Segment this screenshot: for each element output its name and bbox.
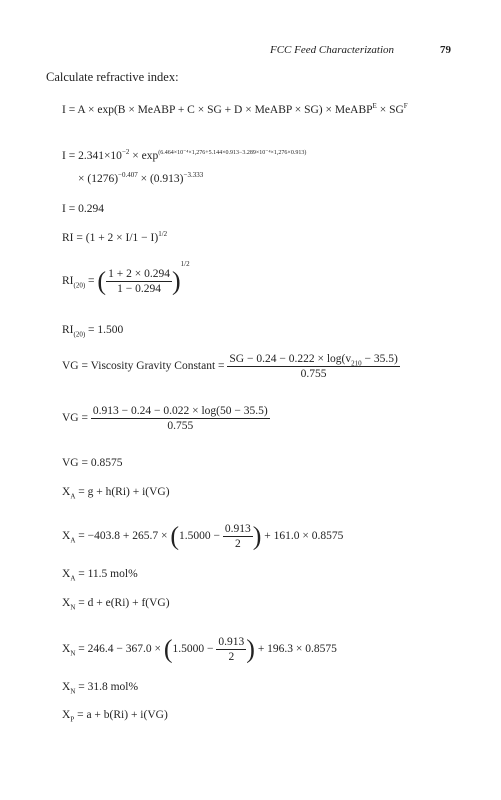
xa-formula	[62, 485, 170, 499]
left-paren: (	[163, 634, 173, 664]
vg-def-num-sub: 210	[351, 359, 362, 368]
eq2-text: I = 2.341×10	[62, 149, 122, 162]
xa-result-sub: A	[70, 574, 76, 583]
vg-def-fraction	[227, 352, 399, 381]
xa-fraction	[223, 522, 253, 551]
eq3-mabp: × (1276)	[78, 173, 119, 185]
xa-calc-lhs: X	[62, 530, 71, 543]
eq1-text: I = A × exp(B × MeABP + C × SG + D × MeABP × SG) × MeABP	[62, 104, 373, 116]
xn-result-value: = 31.8 mol%	[75, 681, 139, 693]
ri-calc-power: 1/2	[180, 260, 190, 268]
vg-def-num-text: SG − 0.24 − 0.222 × log(v	[229, 353, 352, 365]
equation-i-general	[62, 103, 408, 117]
section-heading: Calculate refractive index:	[46, 70, 179, 84]
ri-calculation	[62, 260, 190, 296]
right-paren: )	[246, 634, 255, 664]
xn-numerator: 0.913	[218, 636, 245, 648]
xn-calculation	[62, 635, 337, 664]
xa-calc-inner: 1.5000 −	[179, 530, 220, 543]
equation-i-substituted	[62, 146, 306, 163]
xa-numerator: 0.913	[224, 523, 251, 535]
xa-calc-post: + 161.0 × 0.8575	[261, 530, 344, 543]
xn-result-sub: N	[70, 687, 76, 696]
vg-calc-fraction	[91, 404, 270, 433]
ri-calc-equals: =	[85, 275, 95, 287]
ri-denominator: 1 − 0.294	[106, 281, 172, 296]
xn-calc-inner: 1.5000 −	[172, 643, 214, 656]
xa-result	[62, 567, 138, 581]
xn-formula	[62, 596, 170, 610]
xp-formula-sub: P	[70, 715, 75, 724]
xn-calc-pre: = 246.4 − 367.0 ×	[75, 643, 161, 656]
running-title: FCC Feed Characterization	[270, 44, 395, 56]
equation-i-continued	[78, 172, 203, 186]
ri-result-sub: (20)	[73, 330, 86, 339]
vg-def-numerator	[227, 352, 399, 366]
xa-calculation	[62, 522, 343, 551]
xa-result-lhs: X	[62, 568, 71, 580]
xa-formula-lhs: X	[62, 486, 71, 498]
xn-fraction	[216, 635, 246, 664]
ri-result	[62, 323, 123, 337]
ri-numerator: 1 + 2 × 0.294	[108, 267, 170, 280]
xn-formula-rhs: = d + e(Ri) + f(VG)	[75, 597, 170, 609]
xn-calc-sub: N	[70, 649, 76, 658]
ri-calc-sub: (20)	[73, 281, 86, 290]
eq2-power: −2	[121, 148, 130, 156]
xa-denominator: 2	[223, 536, 253, 551]
ri-result-value: = 1.500	[85, 324, 124, 336]
eq3-power1: −0.407	[118, 171, 138, 180]
xa-calc-sub: A	[70, 536, 76, 545]
vg-def-lhs: VG = Viscosity Gravity Constant =	[62, 360, 225, 373]
vg-def-num-tail: − 35.5)	[361, 353, 398, 365]
xn-formula-sub: N	[70, 603, 76, 612]
vg-def-denominator: 0.755	[227, 366, 399, 381]
page-number: 79	[440, 44, 451, 56]
ri-formula-text: RI = (1 + 2 × I/1 − I)	[62, 232, 159, 244]
xa-formula-rhs: = g + h(Ri) + i(VG)	[75, 486, 170, 498]
vg-definition	[62, 352, 400, 381]
eq2-exp: × exp	[129, 149, 159, 162]
ri-formula-power: 1/2	[158, 230, 168, 239]
ri-formula	[62, 231, 167, 245]
ri-fraction	[106, 267, 172, 296]
xa-calc-pre: = −403.8 + 265.7 ×	[75, 530, 168, 543]
xn-calc-lhs: X	[62, 643, 71, 656]
eq3-sg: × (0.913)	[137, 173, 184, 185]
left-paren: (	[170, 521, 179, 551]
xn-result	[62, 680, 138, 694]
xn-result-lhs: X	[62, 681, 71, 693]
xa-result-value: = 11.5 mol%	[75, 568, 138, 580]
xp-formula-lhs: X	[62, 709, 71, 721]
eq3-power2: −3.333	[183, 171, 204, 180]
right-paren: )	[171, 266, 181, 296]
ri-calc-lhs: RI	[62, 275, 74, 287]
vg-calculation	[62, 404, 270, 433]
xa-formula-sub: A	[70, 492, 76, 501]
vg-calc-lhs: VG =	[62, 412, 88, 425]
ri-result-lhs: RI	[62, 324, 74, 336]
eq1-exponent-e: E	[372, 102, 377, 111]
eq1-exponent-f: F	[403, 102, 408, 111]
xn-formula-lhs: X	[62, 597, 71, 609]
right-paren: )	[252, 521, 262, 551]
vg-calc-denominator: 0.755	[91, 418, 270, 433]
vg-result: VG = 0.8575	[62, 457, 123, 469]
vg-calc-numerator: 0.913 − 0.24 − 0.022 × log(50 − 35.5)	[92, 405, 268, 417]
xn-calc-post: + 196.3 × 0.8575	[254, 643, 337, 656]
xp-formula-rhs: = a + b(Ri) + i(VG)	[74, 709, 168, 721]
eq1-sg: × SG	[376, 104, 404, 116]
xn-denominator: 2	[216, 649, 246, 664]
eq2-exp-argument: (6.464×10⁻⁴×1,276+5.144×0.913−3.289×10⁻⁴×1,276×0.913)	[158, 150, 307, 156]
i-value: I = 0.294	[62, 203, 104, 215]
left-paren: (	[97, 266, 107, 296]
xp-formula	[62, 708, 168, 722]
